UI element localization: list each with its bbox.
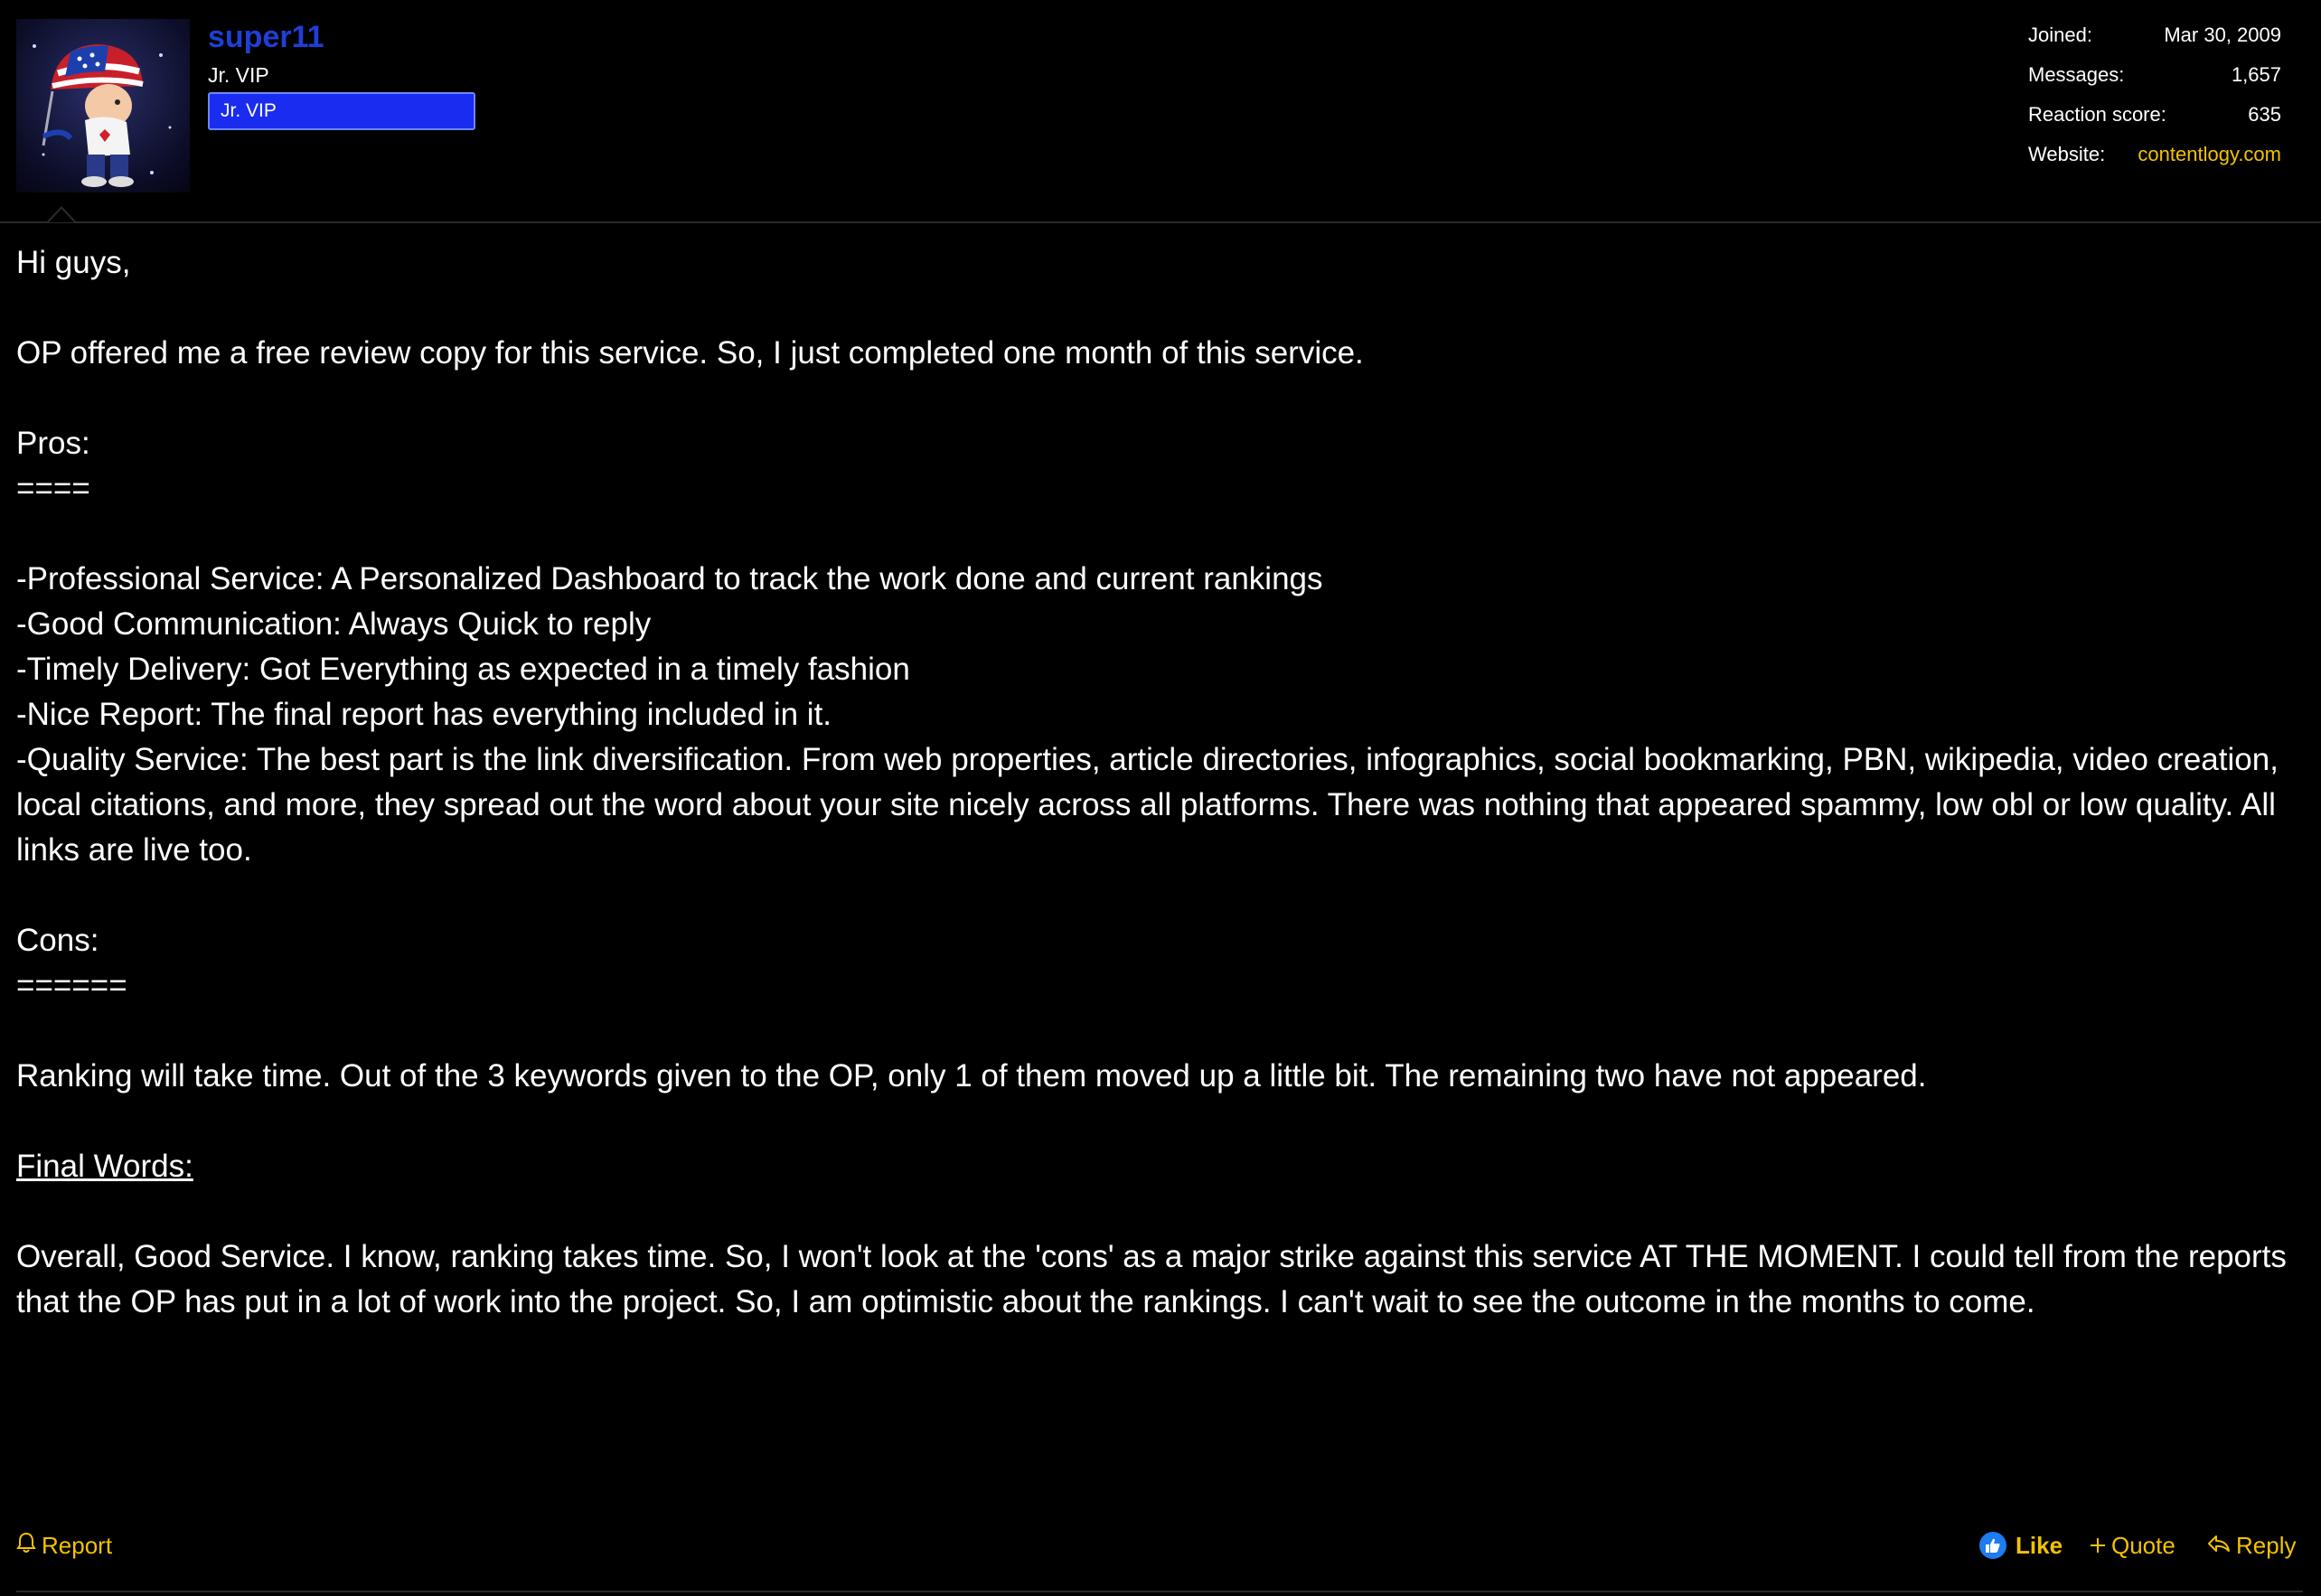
reply-button[interactable] — [2207, 1527, 2296, 1563]
user-avatar[interactable] — [16, 19, 190, 192]
reply-label: Reply — [2236, 1531, 2297, 1559]
like-button[interactable] — [1979, 1527, 2063, 1563]
reply-arrow-icon — [2207, 1532, 2231, 1560]
final-words-paragraph: Overall, Good Service. I know, ranking takes time. So, I won't look at the 'cons' as a major strike against this service AT THE MOMENT. I could tell from the reports that the OP has put in a lot of work into the project. So, I am optimistic about the rankings. I can't wait to see the outcome in the months to come. — [16, 1239, 2287, 1319]
stat-website — [2028, 143, 2281, 183]
stat-value: 1,657 — [2231, 63, 2281, 86]
post-body — [16, 240, 2303, 1325]
pros-item: -Nice Report: The final report has everything included in it. — [16, 697, 832, 732]
pros-item: -Good Communication: Always Quick to reply — [16, 606, 652, 642]
like-label: Like — [2016, 1531, 2063, 1559]
intro-paragraph: OP offered me a free review copy for this service. So, I just completed one month of this service. — [16, 335, 1364, 371]
stat-joined — [2028, 23, 2281, 63]
cons-rule: ====== — [16, 968, 127, 1003]
quote-button[interactable] — [2090, 1527, 2175, 1563]
stat-label: Messages: — [2028, 63, 2125, 86]
pros-item: -Timely Delivery: Got Everything as expected in a timely fashion — [16, 652, 910, 687]
stat-label: Reaction score: — [2028, 103, 2166, 126]
avatar-image — [16, 19, 190, 192]
user-title: Jr. VIP — [208, 63, 269, 87]
post-divider — [16, 1591, 2303, 1592]
stat-label: Website: — [2028, 143, 2106, 165]
pros-rule: ==== — [16, 471, 90, 506]
pros-heading: Pros: — [16, 426, 90, 461]
report-label: Report — [42, 1531, 113, 1559]
pros-item: -Professional Service: A Personalized Dashboard to track the work done and current rankings — [16, 561, 1323, 596]
website-link[interactable]: contentlogy.com — [2138, 143, 2281, 165]
user-banner: Jr. VIP — [208, 92, 475, 130]
username-link[interactable]: super11 — [208, 20, 324, 54]
post-header — [0, 0, 2321, 223]
post-actions — [0, 1527, 2321, 1569]
bell-icon — [16, 1532, 36, 1560]
pros-item: -Quality Service: The best part is the link diversification. From web properties, article directories, infographics, social bookmarking, PBN, wikipedia, video creation, local citations, and more, they spread out the word about your site nicely across all platforms. There was nothing that appeared spammy, low obl or low quality. All links are live too. — [16, 742, 2279, 868]
stat-reaction-score — [2028, 103, 2281, 143]
stat-label: Joined: — [2028, 23, 2092, 46]
report-button[interactable] — [16, 1527, 112, 1563]
user-stats — [2028, 23, 2281, 183]
cons-heading: Cons: — [16, 923, 99, 958]
stat-value: 635 — [2248, 103, 2281, 126]
cons-paragraph: Ranking will take time. Out of the 3 keywords given to the OP, only 1 of them moved up a little bit. The remaining two have not appeared. — [16, 1058, 1927, 1094]
stat-value: Mar 30, 2009 — [2164, 23, 2281, 46]
avatar-pointer — [47, 206, 76, 221]
final-words-heading: Final Words: — [16, 1149, 193, 1184]
plus-icon — [2090, 1532, 2106, 1560]
stat-messages — [2028, 63, 2281, 103]
greeting: Hi guys, — [16, 245, 131, 280]
thumbs-up-icon — [1979, 1532, 2006, 1559]
quote-label: Quote — [2111, 1531, 2175, 1559]
